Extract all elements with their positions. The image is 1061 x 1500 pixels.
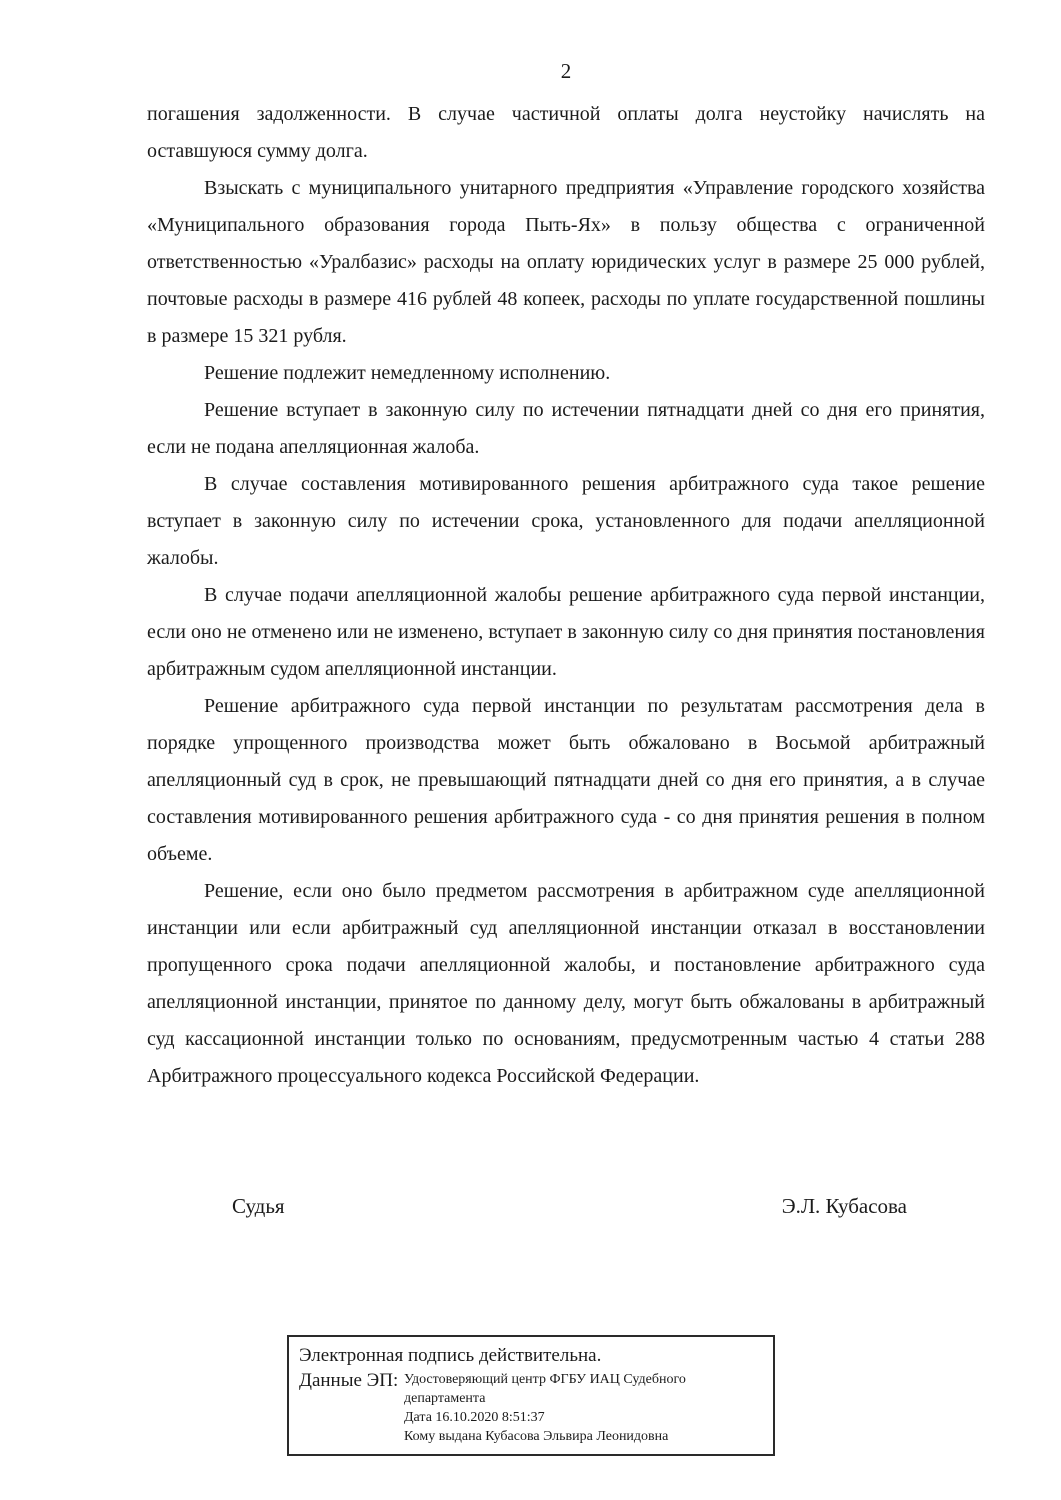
paragraph-continuation: погашения задолженности. В случае частичной оплаты долга неустойку начислять на оставшуюся сумму долга. bbox=[147, 103, 985, 162]
stamp-data-label: Данные ЭП: bbox=[299, 1370, 399, 1391]
paragraph: В случае подачи апелляционной жалобы решение арбитражного суда первой инстанции, если оно не отменено или не изменено, вступает в законную силу со дня принятия постановления арбитражным судом апелляционной инстанции. bbox=[147, 584, 985, 680]
signature-judge-name: Э.Л. Кубасова bbox=[781, 1194, 907, 1218]
stamp-validity-text: Электронная подпись действительна. bbox=[299, 1345, 602, 1366]
stamp-date: Дата 16.10.2020 8:51:37 bbox=[404, 1410, 545, 1425]
paragraph: Решение вступает в законную силу по истечении пятнадцати дней со дня его принятия, если не подана апелляционная жалоба. bbox=[147, 399, 985, 458]
stamp-certificate-authority: Удостоверяющий центр ФГБУ ИАЦ Судебного департамента bbox=[404, 1372, 686, 1406]
page-number: 2 bbox=[560, 59, 572, 83]
signature-row bbox=[147, 1192, 985, 1220]
paragraph: Решение арбитражного суда первой инстанции по результатам рассмотрения дела в порядке упрощенного производства может быть обжаловано в Восьмой арбитражный апелляционный суд в срок, не превышающий пятнадцати дней со дня его принятия, а в случае составления мотивированного решения арбитражного суда - со дня принятия решения в полном объеме. bbox=[147, 695, 985, 865]
stamp-data-row bbox=[299, 1370, 763, 1446]
electronic-signature-stamp bbox=[287, 1335, 775, 1456]
signature-role-label: Судья bbox=[232, 1194, 285, 1218]
paragraph: Решение подлежит немедленному исполнению. bbox=[204, 362, 611, 384]
paragraph: В случае составления мотивированного решения арбитражного суда такое решение вступает в законную силу по истечении срока, установленного для подачи апелляционной жалобы. bbox=[147, 473, 985, 569]
stamp-issued-to: Кому выдана Кубасова Эльвира Леонидовна bbox=[404, 1429, 669, 1444]
document-body bbox=[147, 96, 985, 1095]
paragraph: Взыскать с муниципального унитарного предприятия «Управление городского хозяйства «Муниципального образования города Пыть-Ях» в пользу общества с ограниченной ответственностью «Уралбазис» расходы на оплату юридических услуг в размере 25 000 рублей, почтовые расходы в размере 416 рублей 48 копеек, расходы по уплате государственной пошлины в размере 15 321 рубля. bbox=[147, 177, 985, 347]
paragraph: Решение, если оно было предметом рассмотрения в арбитражном суде апелляционной инстанции или если арбитражный суд апелляционной инстанции отказал в восстановлении пропущенного срока подачи апелляционной жалобы, и постановление арбитражного суда апелляционной инстанции, принятое по данному делу, могут быть обжалованы в арбитражный суд кассационной инстанции только по основаниям, предусмотренным частью 4 статьи 288 Арбитражного процессуального кодекса Российской Федерации. bbox=[147, 880, 985, 1087]
stamp-details bbox=[404, 1370, 699, 1446]
